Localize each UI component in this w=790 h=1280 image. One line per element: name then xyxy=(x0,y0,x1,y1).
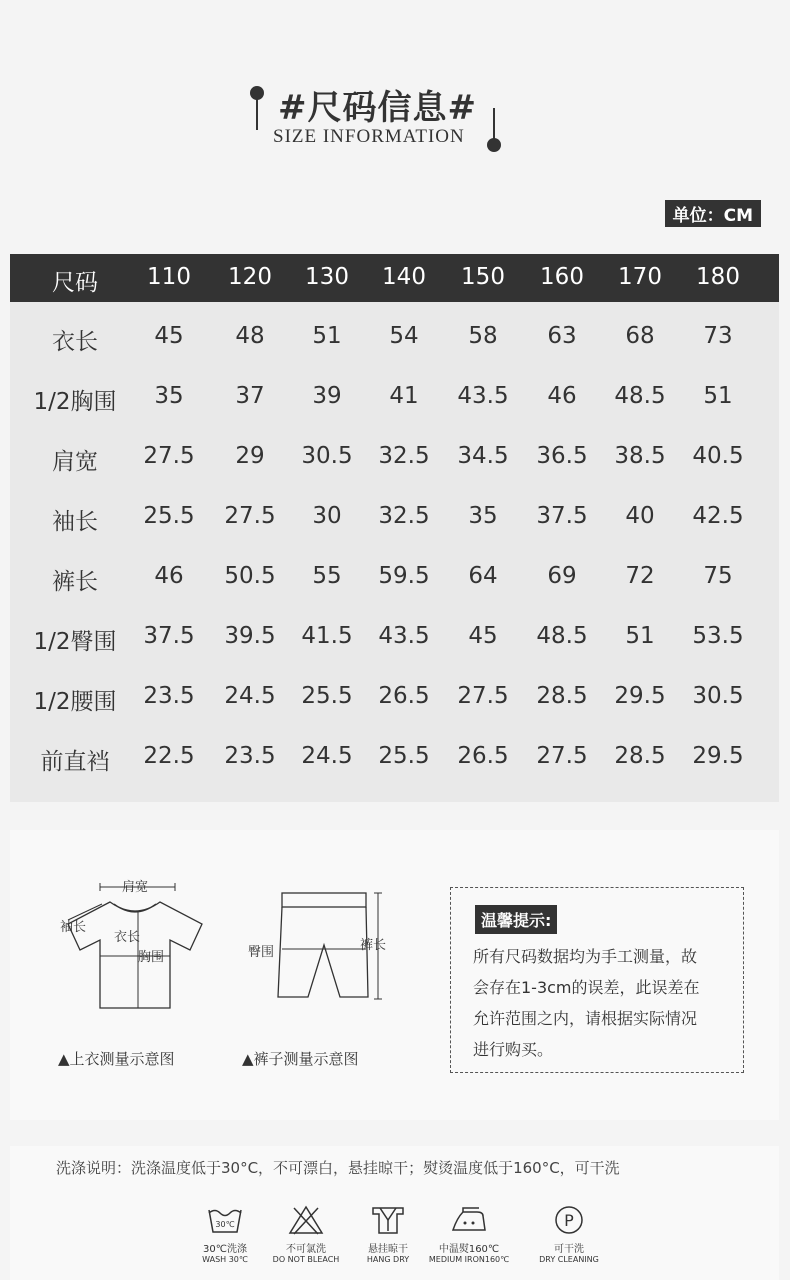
table-cell: 25.5 xyxy=(378,743,430,769)
row-label: 裤长 xyxy=(52,569,98,595)
table-header xyxy=(10,254,779,302)
header-cell: 130 xyxy=(305,264,349,290)
table-cell: 43.5 xyxy=(457,383,509,409)
table-cell: 48.5 xyxy=(614,383,666,409)
row-label: 袖长 xyxy=(52,509,98,535)
table-cell: 27.5 xyxy=(536,743,588,769)
table-cell: 75 xyxy=(703,563,733,589)
hang-dry-icon xyxy=(368,1204,408,1236)
table-cell: 30 xyxy=(312,503,342,529)
hip-label: 臀围 xyxy=(248,945,275,960)
table-cell: 28.5 xyxy=(536,683,588,709)
title-line-right xyxy=(493,108,495,142)
table-cell: 38.5 xyxy=(614,443,666,469)
care-label-en: HANG DRY xyxy=(366,1255,410,1264)
care-label-en: WASH 30℃ xyxy=(202,1255,248,1264)
table-cell: 25.5 xyxy=(143,503,195,529)
table-cell: 34.5 xyxy=(457,443,509,469)
header-cell: 150 xyxy=(461,264,505,290)
row-label: 衣长 xyxy=(52,329,98,355)
table-cell: 35 xyxy=(468,503,498,529)
header-cell: 180 xyxy=(696,264,740,290)
table-cell: 68 xyxy=(625,323,655,349)
page-title: #尺码信息# xyxy=(278,88,477,128)
tips-line: 所有尺码数据均为手工测量，故 xyxy=(473,947,698,966)
table-cell: 72 xyxy=(625,563,655,589)
tips-title: 温馨提示: xyxy=(475,905,557,934)
table-cell: 43.5 xyxy=(378,623,430,649)
page-subtitle: SIZE INFORMATION xyxy=(273,126,465,147)
table-cell: 29.5 xyxy=(614,683,666,709)
care-item-dryclean xyxy=(514,1204,624,1264)
header-cell: 尺码 xyxy=(52,270,98,296)
pants-caption: ▲裤子测量示意图 xyxy=(242,1050,359,1068)
care-section xyxy=(10,1146,779,1280)
header-cell: 170 xyxy=(618,264,662,290)
tips-line: 允许范围之内，请根据实际情况 xyxy=(473,1009,698,1028)
table-cell: 28.5 xyxy=(614,743,666,769)
table-cell: 46 xyxy=(154,563,184,589)
table-cell: 54 xyxy=(389,323,419,349)
care-label-en: DO NOT BLEACH xyxy=(272,1255,340,1264)
table-cell: 39.5 xyxy=(224,623,276,649)
table-cell: 45 xyxy=(468,623,498,649)
table-cell: 39 xyxy=(312,383,342,409)
table-cell: 51 xyxy=(625,623,655,649)
table-cell: 25.5 xyxy=(301,683,353,709)
table-cell: 27.5 xyxy=(224,503,276,529)
table-cell: 64 xyxy=(468,563,498,589)
size-table xyxy=(10,254,779,802)
dry-clean-badge: P xyxy=(564,1211,574,1230)
row-label: 前直裆 xyxy=(40,749,110,775)
table-cell: 48.5 xyxy=(536,623,588,649)
table-cell: 23.5 xyxy=(143,683,195,709)
table-cell: 51 xyxy=(703,383,733,409)
table-cell: 24.5 xyxy=(301,743,353,769)
table-cell: 55 xyxy=(312,563,342,589)
table-cell: 42.5 xyxy=(692,503,744,529)
care-label-cn: 30℃洗涤 xyxy=(203,1244,247,1255)
chest-label: 胸围 xyxy=(138,950,165,965)
table-cell: 69 xyxy=(547,563,577,589)
length-label: 衣长 xyxy=(114,930,141,945)
table-body xyxy=(10,302,779,802)
table-cell: 37 xyxy=(235,383,265,409)
wash-30-badge: 30℃ xyxy=(215,1220,235,1229)
care-label-cn: 中温熨160℃ xyxy=(438,1244,500,1255)
row-label: 1/2腰围 xyxy=(33,689,117,715)
header-cell: 140 xyxy=(382,264,426,290)
table-cell: 58 xyxy=(468,323,498,349)
wash-instructions: 洗涤说明：洗涤温度低于30°C，不可漂白，悬挂晾干；熨烫温度低于160°C，可干洗 xyxy=(56,1159,620,1177)
tips-line: 会存在1-3cm的误差，此误差在 xyxy=(473,978,700,997)
row-label: 1/2胸围 xyxy=(33,389,117,415)
header-cell: 160 xyxy=(540,264,584,290)
header-cell: 110 xyxy=(147,264,191,290)
table-cell: 63 xyxy=(547,323,577,349)
header-cell: 120 xyxy=(228,264,272,290)
title-line-left xyxy=(256,96,258,130)
pants-length-label: 裤长 xyxy=(360,938,387,953)
table-cell: 29.5 xyxy=(692,743,744,769)
table-cell: 32.5 xyxy=(378,503,430,529)
table-cell: 30.5 xyxy=(692,683,744,709)
tips-line: 进行购买。 xyxy=(473,1040,554,1059)
table-cell: 23.5 xyxy=(224,743,276,769)
shoulder-label: 肩宽 xyxy=(122,880,149,895)
care-label-cn: 可干洗 xyxy=(554,1244,584,1255)
tips-text xyxy=(473,941,735,1065)
row-label: 1/2臀围 xyxy=(33,629,117,655)
table-cell: 30.5 xyxy=(301,443,353,469)
table-cell: 41 xyxy=(389,383,419,409)
sleeve-label: 袖长 xyxy=(60,920,87,935)
table-cell: 37.5 xyxy=(536,503,588,529)
table-cell: 35 xyxy=(154,383,184,409)
iron-medium-icon xyxy=(449,1204,489,1236)
table-cell: 40 xyxy=(625,503,655,529)
measurement-panel xyxy=(10,830,779,1120)
table-cell: 22.5 xyxy=(143,743,195,769)
title-dot-right xyxy=(487,138,501,152)
table-cell: 73 xyxy=(703,323,733,349)
care-label-en: DRY CLEANING xyxy=(539,1255,599,1264)
table-cell: 26.5 xyxy=(457,743,509,769)
care-label-en: MEDIUM IRON160℃ xyxy=(428,1255,510,1264)
table-cell: 46 xyxy=(547,383,577,409)
table-cell: 36.5 xyxy=(536,443,588,469)
table-cell: 26.5 xyxy=(378,683,430,709)
shirt-caption: ▲上衣测量示意图 xyxy=(58,1050,175,1068)
table-cell: 27.5 xyxy=(143,443,195,469)
table-cell: 50.5 xyxy=(224,563,276,589)
unit-badge: 单位：CM xyxy=(665,200,761,227)
table-cell: 40.5 xyxy=(692,443,744,469)
table-cell: 24.5 xyxy=(224,683,276,709)
table-cell: 59.5 xyxy=(378,563,430,589)
dry-clean-icon xyxy=(549,1204,589,1236)
care-item-iron xyxy=(414,1204,524,1264)
table-cell: 53.5 xyxy=(692,623,744,649)
table-cell: 29 xyxy=(235,443,265,469)
table-cell: 48 xyxy=(235,323,265,349)
table-cell: 51 xyxy=(312,323,342,349)
table-cell: 27.5 xyxy=(457,683,509,709)
table-cell: 37.5 xyxy=(143,623,195,649)
table-cell: 41.5 xyxy=(301,623,353,649)
care-label-cn: 悬挂晾干 xyxy=(368,1244,408,1255)
table-cell: 32.5 xyxy=(378,443,430,469)
care-label-cn: 不可氯洗 xyxy=(286,1244,326,1255)
wash-30-icon xyxy=(205,1204,245,1236)
no-bleach-icon xyxy=(286,1204,326,1236)
table-cell: 45 xyxy=(154,323,184,349)
row-label: 肩宽 xyxy=(52,449,98,475)
